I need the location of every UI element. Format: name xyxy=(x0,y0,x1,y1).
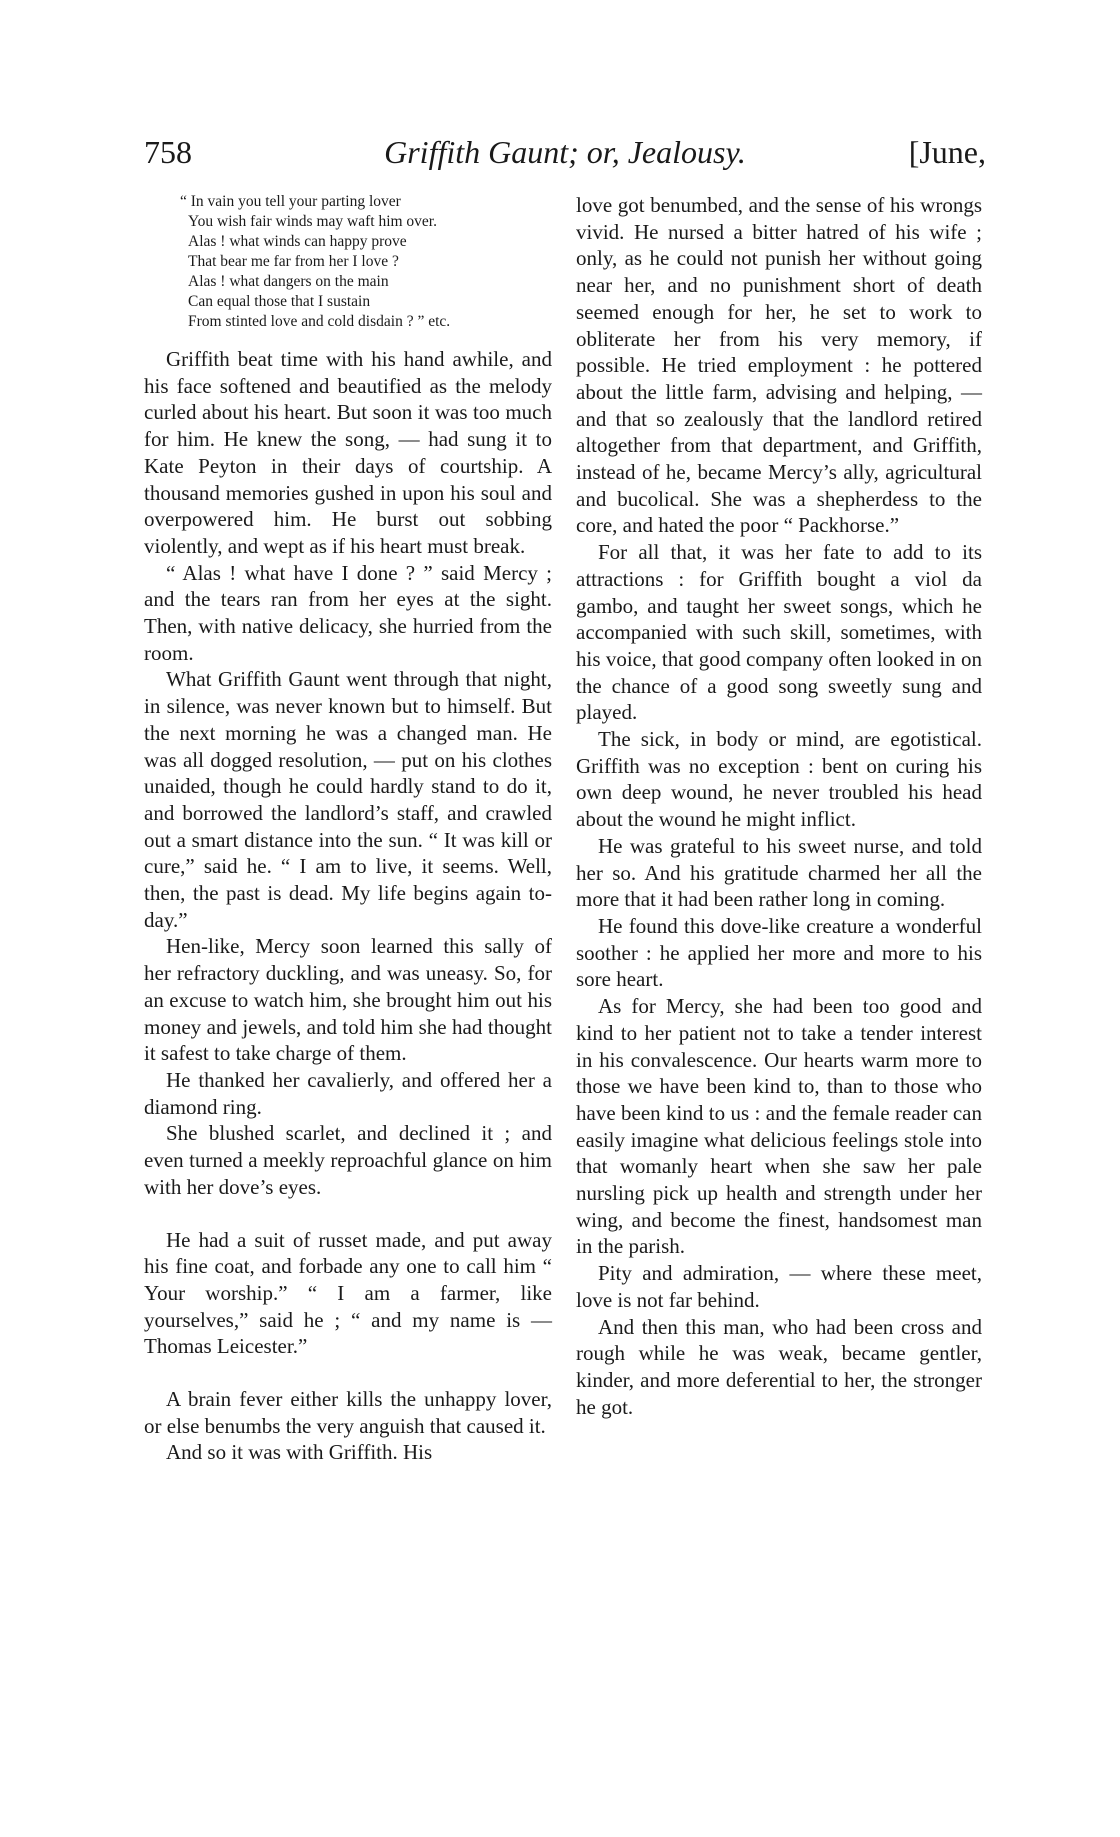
song-verse xyxy=(180,192,552,332)
verse-line: Alas ! what dangers on the main xyxy=(188,273,389,290)
paragraph: He had a suit of russet made, and put away his fine coat, and forbade any one to call him “ Your worship.” “ I am a farmer, like yourselves,” said he ; “ and my name is — Thomas Leicester.” xyxy=(144,1227,552,1359)
paragraph: She blushed scarlet, and declined it ; and even turned a meekly reproachful glance on him with her dove’s eyes. xyxy=(144,1121,552,1199)
paragraph: A brain fever either kills the unhappy lover, or else benumbs the very anguish that caused it. xyxy=(144,1387,552,1438)
paragraph: What Griffith Gaunt went through that night, in silence, was never known but to himself. But the next morning he was a changed man. He was all dogged resolution, — put on his clothes unaided, though he could hardly stand to do it, and borrowed the landlord’s staff, and crawled out a smart distance into the sun. “ It was kill or cure,” said he. “ I am to live, it seems. Well, then, the past is dead. My life begins again to-day.” xyxy=(144,667,552,932)
paragraph: Hen-like, Mercy soon learned this sally of her refractory duckling, and was uneasy. So, for an excuse to watch him, she brought him out his money and jewels, and told him she had thought it safest to take charge of them. xyxy=(144,934,552,1066)
page-number: 758 xyxy=(144,134,192,170)
paragraph: Pity and admiration, — where these meet, love is not far behind. xyxy=(576,1261,982,1312)
paragraph: And so it was with Griffith. His xyxy=(166,1440,433,1465)
verse-line: That bear me far from her I love ? xyxy=(188,253,399,270)
verse-line: Can equal those that I sustain xyxy=(188,293,371,310)
running-title: Griffith Gaunt; or, Jealousy. xyxy=(384,134,746,170)
paragraph: Griffith beat time with his hand awhile, and his face softened and beautified as the melody curled about his heart. But soon it was too much for him. He knew the song, — had sung it to Kate Peyton in their days of courtship. A thousand memories gushed in upon his soul and overpowered him. He burst out sobbing violently, and wept as if his heart must break. xyxy=(144,347,552,558)
issue-month: [June, xyxy=(908,134,986,170)
paragraph: He found this dove-like creature a wonderful soother : he applied her more and more to his sore heart. xyxy=(576,913,982,992)
paragraph: For all that, it was her fate to add to its attractions : for Griffith bought a viol da gambo, and taught her sweet songs, which he accompanied with such skill, sometimes, with his voice, that good company often looked in on the chance of a good song sweetly sung and played. xyxy=(576,540,982,725)
paragraph: As for Mercy, she had been too good and kind to her patient not to take a tender interest in his convalescence. Our hearts warm more to those we have been kind to, than to those who have been kind to us : and the female reader can easily imagine what delicious feelings stole into that womanly heart when she saw her pale nursling pick up health and strength under her wing, and become the finest, handsomest man in the parish. xyxy=(576,994,982,1259)
right-column xyxy=(576,192,982,1420)
verse-line: From stinted love and cold disdain ? ” etc. xyxy=(188,313,451,330)
paragraph: The sick, in body or mind, are egotistical. Griffith was no exception : bent on curing his own deep wound, he never troubled his head about the wound he might inflict. xyxy=(576,727,982,832)
paragraph: And then this man, who had been cross and rough while he was weak, became gentler, kinder, and more deferential to her, the stronger he got. xyxy=(576,1314,982,1419)
paragraph-continued: love got benumbed, and the sense of his wrongs vivid. He nursed a bitter hatred of his wife ; only, as he could not punish her without going near her, and no punishment short of death seemed enough for her, he set to work to obliterate her from his very memory, if possible. He tried employment : he pottered about the little farm, advising and helping, — and that so zealously that the landlord retired altogether from that department, and Griffith, instead of he, became Mercy’s ally, agricultural and bucolical. She was a shepherdess to the core, and hated the poor “ Packhorse.” xyxy=(576,193,982,538)
left-column xyxy=(144,192,552,1466)
paragraph: “ Alas ! what have I done ? ” said Mercy ; and the tears ran from her eyes at the sight. Then, with native delicacy, she hurried from the room. xyxy=(144,560,552,665)
verse-line: Alas ! what winds can happy prove xyxy=(188,233,407,250)
paragraph: He thanked her cavalierly, and offered her a diamond ring. xyxy=(144,1067,552,1119)
paragraph: He was grateful to his sweet nurse, and told her so. And his gratitude charmed her all the more that it had been rather long in coming. xyxy=(576,833,982,912)
page-header xyxy=(144,134,986,174)
verse-line: “ In vain you tell your parting lover xyxy=(180,193,401,210)
verse-line: You wish fair winds may waft him over. xyxy=(188,213,437,230)
